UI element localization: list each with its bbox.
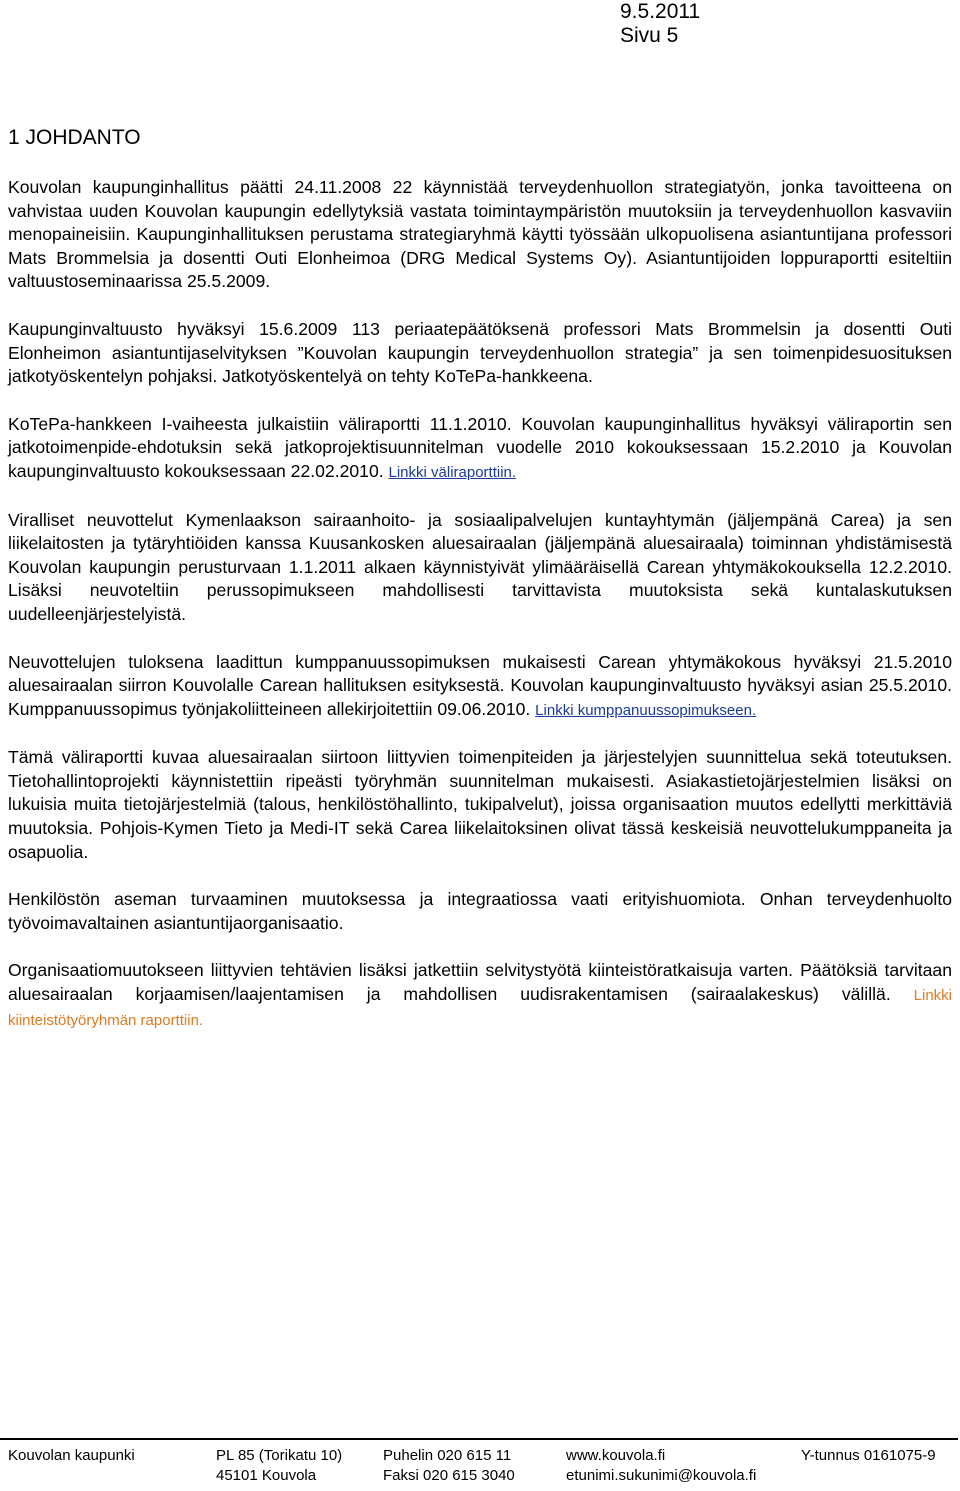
- paragraph-valiraportti-kuvaus: Tämä väliraportti kuvaa aluesairaalan siirtoon liittyvien toimenpiteiden ja järjestelyjen suunnittelua sekä toteutuksen. Tietohallintoprojekti käynnistettiin ripeästi työryhmän suunnitelman mukaisesti. Asiakastietojärjestelmien lisäksi on lukuisia muita tietojärjestelmiä (talous, henkilöstöhallinto, tukipalvelut), joissa organisaation muutos edellytti merkittäviä muutoksia. Pohjois-Kymen Tieto ja Medi-IT sekä Carea liikelaitoksinen olivat tässä keskeisiä neuvottelukumppaneita ja osapuolia.: [8, 747, 952, 862]
- footer-divider: [0, 1438, 958, 1440]
- paragraph-kotepa: KoTePa-hankkeen I-vaiheesta julkaistiin väliraportti 11.1.2010. Kouvolan kaupunginhallitus hyväksyi väliraportin sen jatkotoimenpide-ehdotuksin sekä jatkoprojektisuunnitelman vuodelle 2010 kokouksessaan 15.2.2010 ja Kouvolan kaupunginvaltuusto kokouksessaan 22.02.2010. Linkki väliraporttiin.: [8, 413, 952, 481]
- link-valiraportti[interactable]: Linkki väliraporttiin.: [388, 463, 517, 481]
- link-kiinteistotyoryhma[interactable]: Linkki kiinteistötyöryhmän raporttiin.: [8, 987, 952, 1029]
- footer-phone: Puhelin 020 615 11 Faksi 020 615 3040: [383, 1447, 515, 1484]
- paragraph-henkilosto: Henkilöstön aseman turvaaminen muutoksessa ja integraatiossa vaati erityishuomiota. Onhan terveydenhuolto työvoimavaltainen asiantuntijaorganisaatio.: [8, 889, 952, 933]
- page-header: [620, 0, 700, 48]
- footer-address: PL 85 (Torikatu 10) 45101 Kouvola: [216, 1447, 343, 1484]
- paragraph-intro: Kouvolan kaupunginhallitus päätti 24.11.2008 22 käynnistää terveydenhuollon strategiatyön, jonka tavoitteena on vahvistaa uuden Kouvolan kaupungin edellytyksiä vastata toimintaympäristön muutoksiin ja terveydenhuollon kasvaviin menopaineisiin. Kaupunginhallituksen perustama strategiaryhmä käytti työssään ulkopuolisena asiantuntijana professori Mats Brommelsia ja dosentti Outi Elonheimoa (DRG Medical Systems Oy). Asiantuntijoiden loppuraportti esiteltiin valtuustoseminaarissa 25.5.2009.: [8, 177, 952, 292]
- header-date: 9.5.2011: [620, 0, 701, 23]
- section-heading: 1 JOHDANTO: [8, 126, 141, 149]
- paragraph-neuvottelut: Viralliset neuvottelut Kymenlaakson sairaanhoito- ja sosiaalipalvelujen kuntayhtymän (jäljempänä Carea) ja sen liikelaitosten ja tytäryhtiöiden kanssa Kuusankosken aluesairaalan (jäljempänä aluesairaala) toiminnan yhdistämisestä Kouvolan kaupungin perusturvaan 1.1.2011 alkaen käynnistyivät ylimääräisellä Carean yhtymäkokouksella 12.2.2010. Lisäksi neuvoteltiin perussopimukseen mahdollisesti tarvittavista muutoksista sekä kuntalaskutuksen uudelleenjärjestelyistä.: [8, 509, 952, 624]
- paragraph-valtuusto: Kaupunginvaltuusto hyväksyi 15.6.2009 113 periaatepäätöksenä professori Mats Brommelsin ja dosentti Outi Elonheimon asiantuntijaselvityksen ”Kouvolan kaupungin terveydenhuollon strategia” ja sen toimenpidesuosituksen jatkotyöskentelyn pohjaksi. Jatkotyöskentelyä on tehty KoTePa-hankkeena.: [8, 318, 952, 387]
- footer-web: www.kouvola.fi etunimi.sukunimi@kouvola.fi: [566, 1447, 757, 1484]
- link-kumppanuussopimus[interactable]: Linkki kumppanuussopimukseen.: [535, 701, 757, 719]
- footer-business-id: Y-tunnus 0161075-9: [801, 1447, 936, 1464]
- document-body: [8, 176, 952, 1056]
- header-page-number: Sivu 5: [620, 24, 679, 47]
- paragraph-kiinteistot: Organisaatiomuutokseen liittyvien tehtävien lisäksi jatkettiin selvitystyötä kiinteistöratkaisuja varten. Päätöksiä tarvitaan aluesairaalan korjaamisen/laajentamisen ja mahdollisen uudisrakentamisen (sairaalakeskus) välillä. Linkki kiinteistötyöryhmän raporttiin.: [8, 960, 952, 1029]
- paragraph-sopimus: Neuvottelujen tuloksena laadittun kumppanuussopimuksen mukaisesti Carean yhtymäkokous hyväksyi 21.5.2010 aluesairaalan siirron Kouvolalle Carean hallituksen esityksestä. Kouvolan kaupunginvaltuusto hyväksyi asian 25.5.2010. Kumppanuussopimus työnjakoliitteineen allekirjoitettiin 09.06.2010. Linkki kumppanuussopimukseen.: [8, 651, 952, 719]
- footer-org: Kouvolan kaupunki: [8, 1447, 135, 1464]
